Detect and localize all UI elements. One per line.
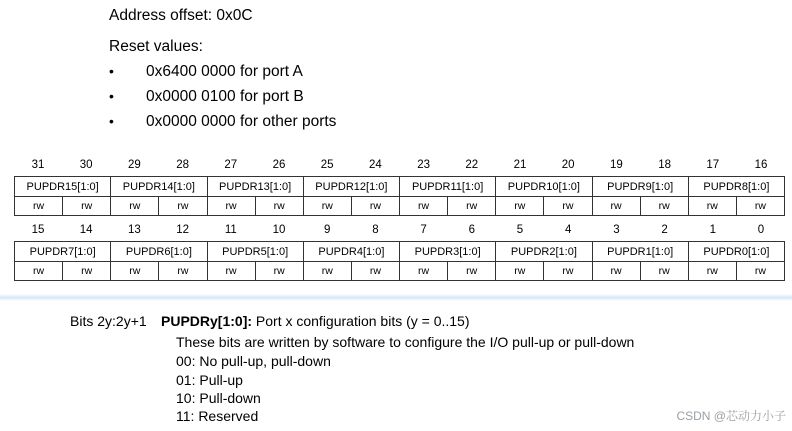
access-cell: rw — [544, 197, 592, 216]
register-field: PUPDR7[1:0] — [15, 242, 111, 262]
register-field: PUPDR11[1:0] — [400, 177, 496, 197]
access-cell: rw — [496, 197, 544, 216]
access-cell: rw — [688, 197, 736, 216]
field-heading — [161, 313, 470, 329]
bit-number: 25 — [320, 159, 334, 171]
access-cell: rw — [207, 262, 255, 281]
access-cell: rw — [303, 197, 351, 216]
bullet-icon: • — [109, 113, 114, 129]
register-field: PUPDR3[1:0] — [400, 242, 496, 262]
access-cell: rw — [640, 197, 688, 216]
option-item: 11: Reserved — [176, 408, 259, 424]
bit-number: 0 — [757, 224, 765, 236]
bit-number: 20 — [561, 159, 575, 171]
register-field: PUPDR6[1:0] — [111, 242, 207, 262]
register-field: PUPDR9[1:0] — [592, 177, 688, 197]
bit-number: 4 — [564, 224, 572, 236]
bit-number: 14 — [79, 224, 93, 236]
watermark: CSDN @芯动力小子 — [676, 409, 786, 423]
access-cell: rw — [688, 262, 736, 281]
bit-number: 19 — [609, 159, 623, 171]
access-cell: rw — [15, 262, 63, 281]
bit-number: 15 — [31, 224, 45, 236]
register-field: PUPDR5[1:0] — [207, 242, 303, 262]
access-cell: rw — [592, 262, 640, 281]
bit-number: 31 — [31, 159, 45, 171]
access-cell: rw — [351, 197, 399, 216]
access-cell: rw — [640, 262, 688, 281]
reset-values-title: Reset values: — [109, 38, 203, 55]
bit-number: 13 — [127, 224, 141, 236]
bit-number: 9 — [323, 224, 331, 236]
access-cell: rw — [400, 262, 448, 281]
bit-number: 23 — [417, 159, 430, 171]
option-item: 00: No pull-up, pull-down — [176, 353, 331, 369]
access-cell: rw — [159, 197, 207, 216]
access-cell: rw — [15, 197, 63, 216]
access-cell: rw — [255, 262, 303, 281]
access-cell: rw — [448, 197, 496, 216]
bit-number: 6 — [468, 224, 475, 236]
bit-number: 29 — [127, 159, 141, 171]
bit-number: 10 — [272, 224, 286, 236]
register-field: PUPDR2[1:0] — [496, 242, 592, 262]
field-title: Port x configuration bits (y = 0..15) — [255, 313, 470, 329]
access-cell: rw — [207, 197, 255, 216]
access-cell: rw — [544, 262, 592, 281]
bit-number: 12 — [176, 224, 189, 236]
access-cell: rw — [736, 197, 784, 216]
register-field: PUPDR0[1:0] — [688, 242, 784, 262]
register-field: PUPDR1[1:0] — [592, 242, 688, 262]
bullet-icon: • — [109, 63, 114, 79]
bit-number: 5 — [516, 224, 524, 236]
register-field: PUPDR4[1:0] — [303, 242, 399, 262]
access-cell: rw — [448, 262, 496, 281]
field-name: PUPDRy[1:0]: — [161, 313, 253, 329]
bit-number: 2 — [661, 224, 668, 236]
bit-number: 16 — [754, 159, 768, 171]
access-cell: rw — [592, 197, 640, 216]
access-cell: rw — [63, 197, 111, 216]
register-table — [14, 176, 785, 216]
access-cell: rw — [63, 262, 111, 281]
section-divider — [0, 294, 792, 301]
access-cell: rw — [159, 262, 207, 281]
register-field: PUPDR8[1:0] — [688, 177, 784, 197]
bit-number: 21 — [513, 159, 527, 171]
register-field: PUPDR12[1:0] — [303, 177, 399, 197]
option-item: 01: Pull-up — [176, 372, 243, 388]
field-body: These bits are written by software to configure the I/O pull-up or pull-down — [176, 334, 635, 350]
access-cell: rw — [111, 262, 159, 281]
access-cell: rw — [255, 197, 303, 216]
option-item: 10: Pull-down — [176, 390, 261, 406]
bit-number: 22 — [465, 159, 479, 171]
bullet-icon: • — [109, 88, 114, 104]
bits-label: Bits 2y:2y+1 — [70, 313, 147, 329]
access-cell: rw — [303, 262, 351, 281]
bit-number: 18 — [658, 159, 671, 171]
access-cell: rw — [496, 262, 544, 281]
bit-number: 1 — [709, 224, 716, 236]
access-cell: rw — [736, 262, 784, 281]
register-table — [14, 241, 785, 281]
bit-number: 3 — [613, 224, 620, 236]
bit-number: 30 — [79, 159, 93, 171]
bit-number: 27 — [224, 159, 238, 171]
access-cell: rw — [351, 262, 399, 281]
reset-item-text: 0x0000 0000 for other ports — [146, 113, 337, 130]
register-field: PUPDR15[1:0] — [15, 177, 111, 197]
access-cell: rw — [111, 197, 159, 216]
address-offset: Address offset: 0x0C — [109, 7, 253, 24]
register-field: PUPDR10[1:0] — [496, 177, 592, 197]
bit-number: 8 — [372, 224, 379, 236]
access-cell: rw — [400, 197, 448, 216]
reset-item-text: 0x0000 0100 for port B — [146, 88, 304, 105]
bit-number: 24 — [368, 159, 382, 171]
bit-number: 11 — [224, 224, 237, 236]
bit-number: 28 — [176, 159, 189, 171]
bit-number: 17 — [706, 159, 720, 171]
bit-number: 26 — [272, 159, 286, 171]
reset-item-text: 0x6400 0000 for port A — [146, 63, 303, 80]
register-field: PUPDR14[1:0] — [111, 177, 207, 197]
bit-number: 7 — [420, 224, 427, 236]
register-field: PUPDR13[1:0] — [207, 177, 303, 197]
